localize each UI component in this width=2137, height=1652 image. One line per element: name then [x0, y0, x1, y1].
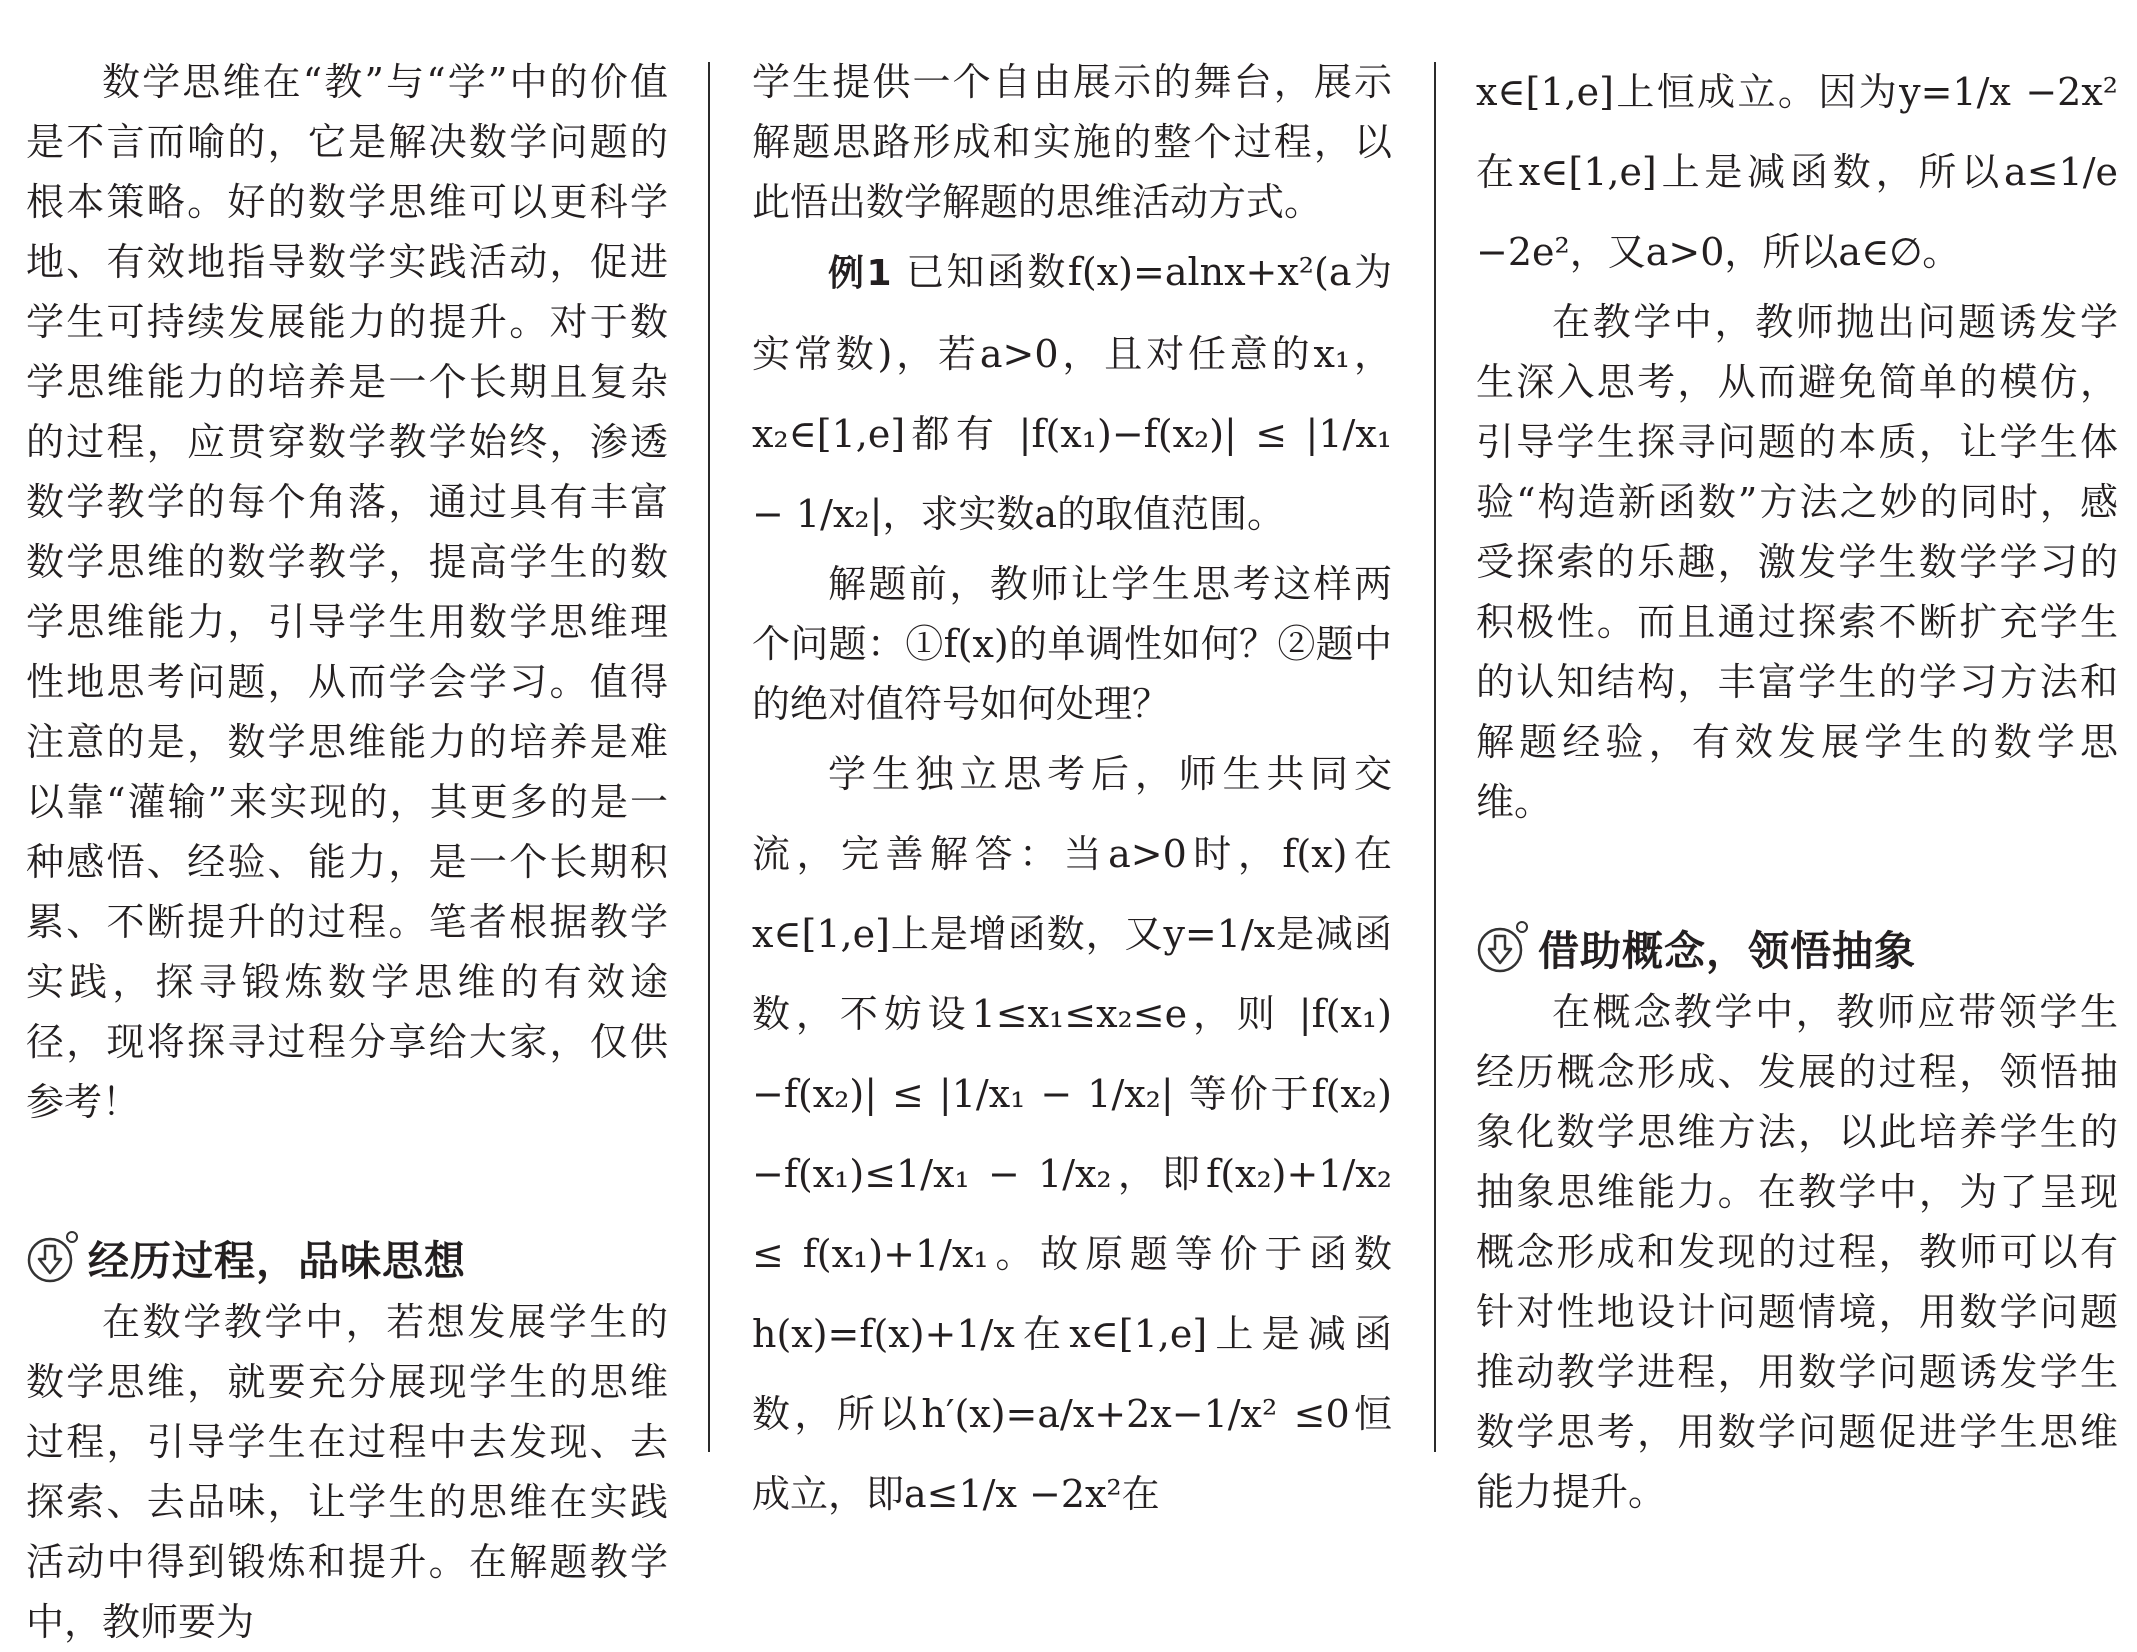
example-statement: 已知函数f(x)=alnx+x²(a为实常数)，若a>0，且对任意的x₁，x₂∈[1,e]都有 |f(x₁)−f(x₂)| ≤ |1/x₁ − 1/x₂|，求实数a的取值范围。 [752, 250, 1392, 536]
down-arrow-circle-icon [1476, 920, 1530, 974]
section-heading-text: 经历过程，品味思想 [88, 1236, 466, 1285]
section-heading-2 [1476, 912, 2118, 982]
section-heading-1 [26, 1222, 668, 1292]
guiding-questions-paragraph: 解题前，教师让学生思考这样两个问题：①f(x)的单调性如何？②题中的绝对值符号如何处理？ [752, 562, 1392, 726]
column-divider [708, 62, 710, 1452]
example-paragraph [752, 232, 1392, 554]
body-paragraph: 在概念教学中，教师应带领学生经历概念形成、发展的过程，领悟抽象化数学思维方法，以此培养学生的抽象思维能力。在教学中，为了呈现概念形成和发现的过程，教师可以有针对性地设计问题情境，用数学问题推动教学进程，用数学问题诱发学生数学思考，用数学问题促进学生思维能力提升。 [1476, 990, 2118, 1514]
body-paragraph: 在教学中，教师抛出问题诱发学生深入思考，从而避免简单的模仿，引导学生探寻问题的本质，让学生体验“构造新函数”方法之妙的同时，感受探索的乐趣，激发学生数学学习的积极性。而且通过探索不断扩充学生的认知结构，丰富学生的学习方法和解题经验，有效发展学生的数学思维。 [1476, 300, 2118, 824]
down-arrow-circle-icon [26, 1230, 80, 1284]
solution-continuation: x∈[1,e]上恒成立。因为y=1/x −2x²在x∈[1,e]上是减函数，所以a≤1/e −2e²，又a>0，所以a∈∅。 [1476, 70, 2118, 274]
example-label: 例1 [828, 253, 892, 294]
body-paragraph: 在数学教学中，若想发展学生的数学思维，就要充分展现学生的思维过程，引导学生在过程中去发现、去探索、去品味，让学生的思维在实践活动中得到锻炼和提升。在解题教学中，教师要为 [26, 1300, 668, 1644]
column-3 [1476, 52, 2118, 1522]
column-2 [752, 52, 1392, 1534]
column-1 [26, 52, 668, 1652]
intro-paragraph: 数学思维在“教”与“学”中的价值是不言而喻的，它是解决数学问题的根本策略。好的数学思维可以更科学地、有效地指导数学实践活动，促进学生可持续发展能力的提升。对于数学思维能力的培养是一个长期且复杂的过程，应贯穿数学教学始终，渗透数学教学的每个角落，通过具有丰富数学思维的数学教学，提高学生的数学思维能力，引导学生用数学思维理性地思考问题，从而学会学习。值得注意的是，数学思维能力的培养是难以靠“灌输”来实现的，其更多的是一种感悟、经验、能力，是一个长期积累、不断提升的过程。笔者根据教学实践，探寻锻炼数学思维的有效途径，现将探寻过程分享给大家，仅供参考！ [26, 60, 668, 1124]
column-divider [1434, 62, 1436, 1452]
solution-paragraph: 学生独立思考后，师生共同交流，完善解答：当a>0时，f(x)在x∈[1,e]上是增函数，又y=1/x是减函数，不妨设1≤x₁≤x₂≤e，则 |f(x₁)−f(x₂)| ≤ |1/x₁ − 1/x₂| 等价于f(x₂)−f(x₁)≤1/x₁ − 1/x₂，即f(x₂)+1/x₂ ≤ f(x₁)+1/x₁。故原题等价于函数h(x)=f(x)+1/x在x∈[1,e]上是减函数，所以h′(x)=a/x+2x−1/x² ≤0恒成立，即a≤1/x −2x²在 [752, 752, 1392, 1516]
section-heading-text: 借助概念，领悟抽象 [1538, 926, 1916, 975]
body-paragraph: 学生提供一个自由展示的舞台，展示解题思路形成和实施的整个过程，以此悟出数学解题的思维活动方式。 [752, 60, 1392, 224]
